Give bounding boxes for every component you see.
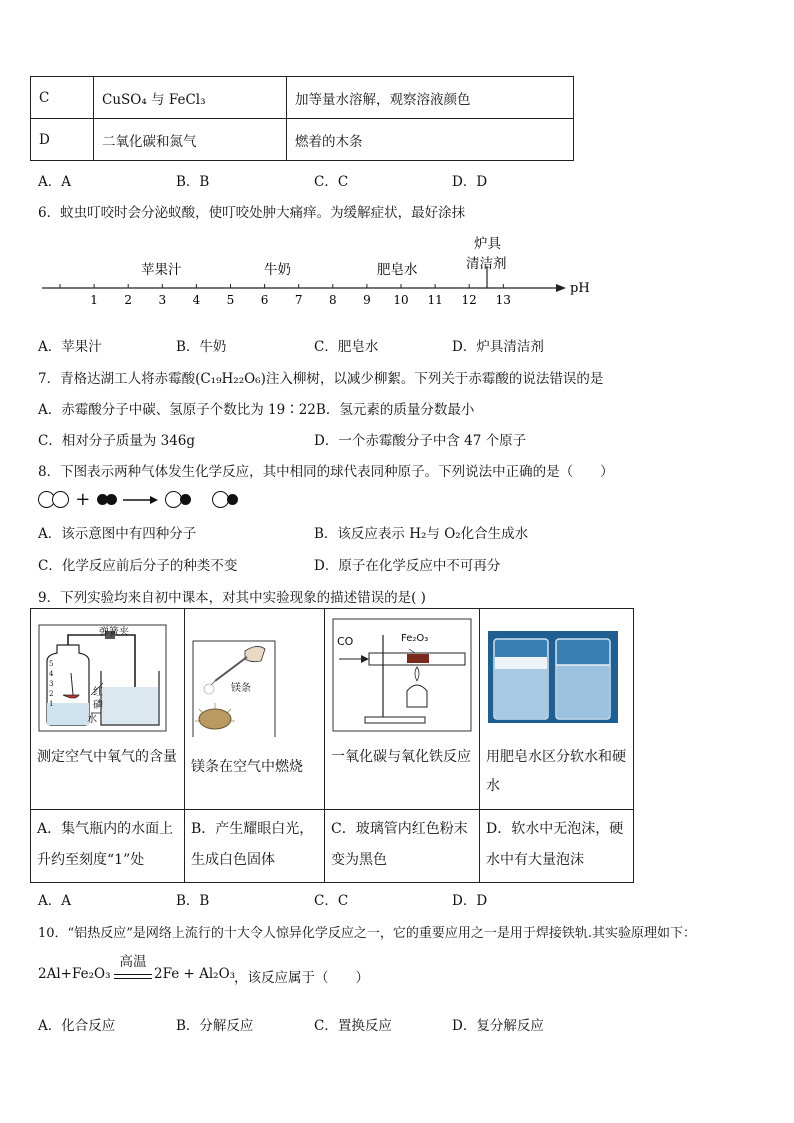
ph-axis-arrow [556,284,566,292]
option-c[interactable]: C．C [314,174,349,190]
magnesium-experiment-figure [185,609,324,737]
ph-tick-label: 13 [495,293,511,307]
ph-tick-label: 4 [192,293,201,307]
q9-stem: 9．下列实验均来自初中课本，对其中实验现象的描述错误的是( ) [38,590,426,606]
marker-cleaner-line2: 清洁剂 [466,256,507,272]
q10-stem: 10．“铝热反应”是网络上流行的十大令人惊异化学反应之一，它的重要应用之一是用于焊接铁轨.其实验原理如下： [38,926,696,941]
q8-stem: 8．下图表示两种气体发生化学反应，其中相同的球代表同种原子。下列说法中正确的是（ ） [38,464,614,480]
ph-tick-label: 7 [294,293,303,307]
table-cell [480,810,634,883]
table-cell [185,810,325,883]
marker-soap-water: 肥皂水 [377,262,418,278]
co-apparatus-drawing [325,609,479,737]
bottle-scale [49,659,55,709]
ph-scale [0,230,794,310]
table-cell: CuSO₄ 与 FeCl₃ [94,77,287,119]
option-d[interactable]: D．一个赤霉酸分子中含 47 个原子 [314,433,527,449]
option-a[interactable]: A．赤霉酸分子中碳、氢原子个数比为 19∶22 [38,402,316,418]
ph-tick-label: 5 [226,293,235,307]
option-b[interactable]: B．产生耀眼白光，生成白色固体 [191,821,314,868]
ph-tick-label: 12 [461,293,477,307]
small-atom-icon [227,494,238,505]
option-a[interactable]: A．A [38,174,71,190]
q7-options-row1 [38,398,474,418]
equation-condition: 高温 [119,954,147,970]
magnesium-drawing [185,609,324,737]
ph-tick-label: 10 [393,293,409,307]
marker-milk: 牛奶 [264,262,291,278]
option-b[interactable]: B．氢元素的质量分数最小 [315,402,475,418]
phosphorus-label-1: 红 [93,687,103,698]
beakers-photo [480,609,633,737]
table-cell: 燃着的木条 [287,119,574,161]
table-cell [325,810,480,883]
option-b[interactable]: B．牛奶 [176,339,227,355]
option-d[interactable]: D．D [452,893,488,909]
oxygen-experiment-figure [31,609,184,737]
scale-mark: 4 [49,670,54,678]
option-d[interactable]: D．D [452,174,488,190]
ph-tick-label: 6 [260,293,269,307]
option-c[interactable]: C．化学反应前后分子的种类不变 [38,558,238,574]
equation-sign [114,974,152,979]
experiment-caption: 用肥皂水区分软水和硬水 [486,749,626,794]
plus-icon: + [75,489,91,510]
option-c[interactable]: C．肥皂水 [314,339,379,355]
co-experiment-figure [325,609,479,737]
table-cell [325,609,480,810]
q5-table [30,76,574,161]
ph-tick-label: 3 [158,293,167,307]
table-cell: 二氧化碳和氮气 [94,119,287,161]
clamp-label: 弹簧夹 [99,627,129,638]
marker-cleaner-line1: 炉具 [474,236,501,252]
option-a[interactable]: A．该示意图中有四种分子 [38,526,197,542]
q9-table [30,608,634,883]
table-cell: C [31,77,94,119]
experiment-caption: 测定空气中氧气的含量 [37,749,177,765]
option-c[interactable]: C．置换反应 [314,1018,392,1034]
table-cell [31,609,185,810]
equation-tail: ，该反应属于（ ） [234,970,369,986]
arrow-icon [123,494,159,506]
fe2o3-label: Fe₂O₃ [401,633,429,644]
scale-mark: 2 [49,690,54,698]
table-cell [480,609,634,810]
q7-stem: 7．青格达湖工人将赤霉酸(C₁₉H₂₂O₆)注入柳树，以减少柳絮。下列关于赤霉酸的说法错误的是 [38,371,604,387]
ph-axis-label: pH [570,281,590,296]
table-cell [31,810,185,883]
scale-mark: 1 [49,700,54,708]
equation-products: 2Fe + Al₂O₃ [154,966,236,982]
ph-tick-label: 8 [328,293,337,307]
option-d[interactable]: D．炉具清洁剂 [452,339,544,355]
option-b[interactable]: B．B [176,174,210,190]
ph-tick-label: 9 [363,293,371,307]
magnesium-label: 镁条 [231,683,251,694]
option-c[interactable]: C．C [314,893,349,909]
option-a[interactable]: A．集气瓶内的水面上升约至刻度“1”处 [37,821,174,868]
experiment-caption: 镁条在空气中燃烧 [191,759,303,775]
option-d[interactable]: D．复分解反应 [452,1018,544,1034]
option-a[interactable]: A．苹果汁 [38,339,102,355]
ph-tick-label: 11 [427,293,443,307]
table-row [31,810,634,883]
option-b[interactable]: B．该反应表示 H₂与 O₂化合生成水 [314,526,529,542]
scale-mark: 5 [49,660,54,668]
equation-reactants: 2Al+Fe₂O₃ [38,966,111,982]
table-cell: D [31,119,94,161]
table-cell [185,609,325,810]
table-cell: 加等量水溶解，观察溶液颜色 [287,77,574,119]
option-a[interactable]: A．化合反应 [38,1018,116,1034]
water-label: 水 [87,714,97,725]
phosphorus-label-2: 磷 [93,700,103,711]
option-b[interactable]: B．分解反应 [176,1018,254,1034]
large-atom-icon [52,491,69,508]
reaction-diagram [38,489,238,510]
small-atom-icon [180,494,191,505]
option-d[interactable]: D．原子在化学反应中不可再分 [314,558,501,574]
ph-tick-label: 1 [90,293,98,307]
soap-water-figure [480,609,633,737]
option-a[interactable]: A．A [38,893,71,909]
experiment-caption: 一氧化碳与氧化铁反应 [331,749,471,765]
option-b[interactable]: B．B [176,893,210,909]
small-atom-icon [106,494,117,505]
table-row [31,77,574,119]
table-row [31,609,634,810]
table-row [31,119,574,161]
scale-mark: 3 [49,680,54,688]
marker-apple-juice: 苹果汁 [141,262,182,278]
co-label: CO [337,635,354,648]
ph-tick-label: 2 [124,293,133,307]
q6-stem: 6．蚊虫叮咬时会分泌蚁酸，使叮咬处肿大痛痒。为缓解症状，最好涂抹 [38,205,466,221]
option-d[interactable]: D．软水中无泡沫，硬水中有大量泡沫 [486,821,624,868]
option-c[interactable]: C．相对分子质量为 346g [38,433,196,449]
option-c[interactable]: C．玻璃管内红色粉末变为黑色 [331,821,468,868]
